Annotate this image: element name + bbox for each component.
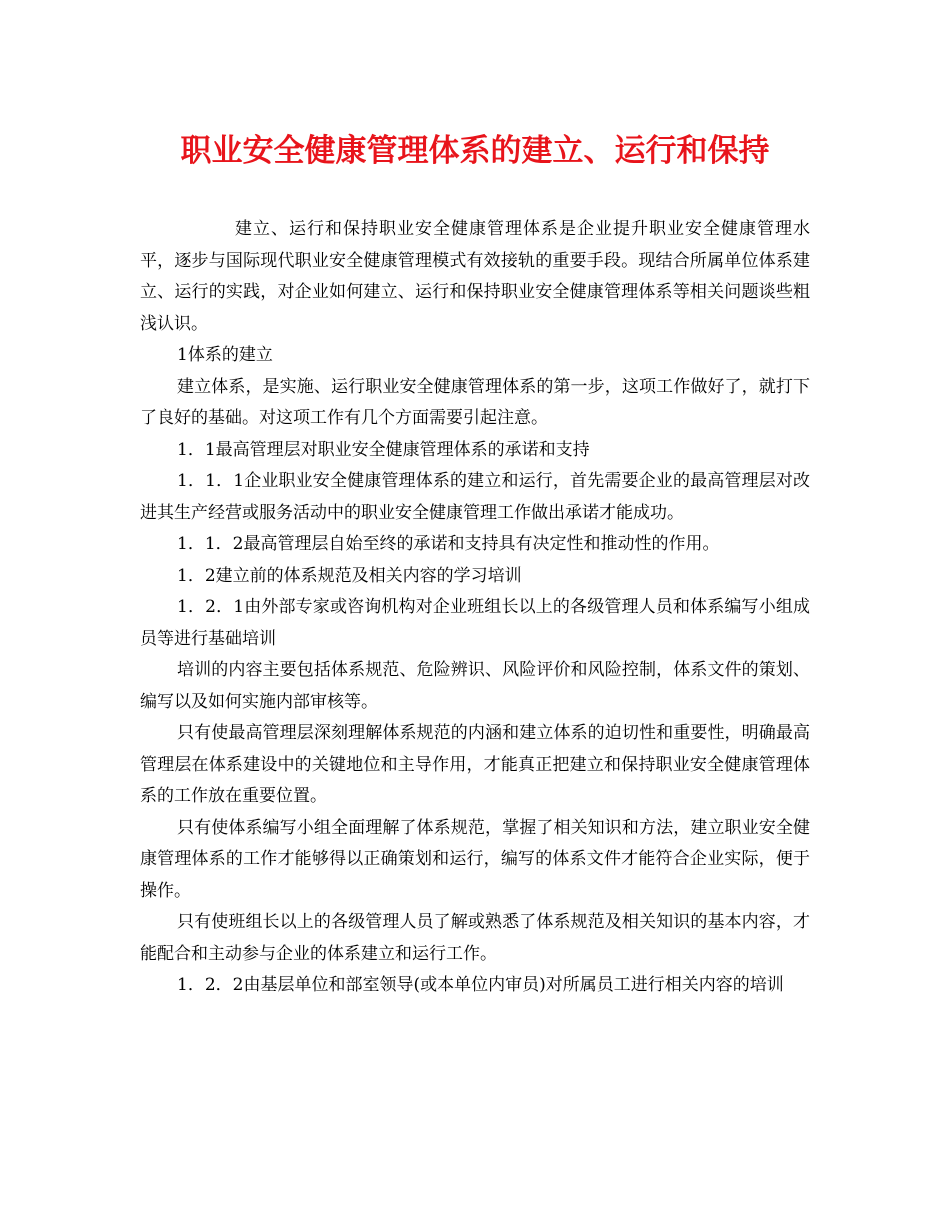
- subsection-heading-1-2: 1．2建立前的体系规范及相关内容的学习培训: [177, 565, 522, 586]
- body-paragraph: 只有使最高管理层深刻理解体系规范的内涵和建立体系的迫切性和重要性，明确最高管理层在体系建设中的关键地位和主导作用，才能真正把建立和保持职业安全健康管理体系的工作放在重要位置。: [140, 723, 810, 806]
- body-paragraph: 建立体系，是实施、运行职业安全健康管理体系的第一步，这项工作做好了，就打下了良好的基础。对这项工作有几个方面需要引起注意。: [140, 376, 810, 428]
- document-body: [140, 214, 810, 1002]
- clause-1-2-2: 1．2．2由基层单位和部室领导(或本单位内审员)对所属员工进行相关内容的培训: [177, 975, 784, 995]
- body-paragraph: 只有使班组长以上的各级管理人员了解或熟悉了体系规范及相关知识的基本内容，才能配合和主动参与企业的体系建立和运行工作。: [140, 912, 810, 964]
- clause-1-2-1: 1．2．1由外部专家或咨询机构对企业班组长以上的各级管理人员和体系编写小组成员等进行基础培训: [140, 597, 810, 649]
- body-paragraph: 只有使体系编写小组全面理解了体系规范，掌握了相关知识和方法，建立职业安全健康管理体系的工作才能够得以正确策划和运行，编写的体系文件才能符合企业实际，便于操作。: [140, 817, 810, 901]
- clause-1-1-1: 1．1．1企业职业安全健康管理体系的建立和运行，首先需要企业的最高管理层对改进其生产经营或服务活动中的职业安全健康管理工作做出承诺才能成功。: [140, 471, 810, 523]
- section-heading-1: 1体系的建立: [177, 345, 273, 365]
- intro-paragraph: 建立、运行和保持职业安全健康管理体系是企业提升职业安全健康管理水平，逐步与国际现代职业安全健康管理模式有效接轨的重要手段。现结合所属单位体系建立、运行的实践，对企业如何建立、运行和保持职业安全健康管理体系等相关问题谈些粗浅认识。: [140, 219, 810, 334]
- subsection-heading-1-1: 1．1最高管理层对职业安全健康管理体系的承诺和支持: [177, 439, 590, 460]
- document-title: 职业安全健康管理体系的建立、运行和保持: [180, 133, 770, 169]
- body-paragraph: 培训的内容主要包括体系规范、危险辨识、风险评价和风险控制，体系文件的策划、编写以及如何实施内部审核等。: [140, 660, 810, 712]
- clause-1-1-2: 1．1．2最高管理层自始至终的承诺和支持具有决定性和推动性的作用。: [177, 534, 720, 554]
